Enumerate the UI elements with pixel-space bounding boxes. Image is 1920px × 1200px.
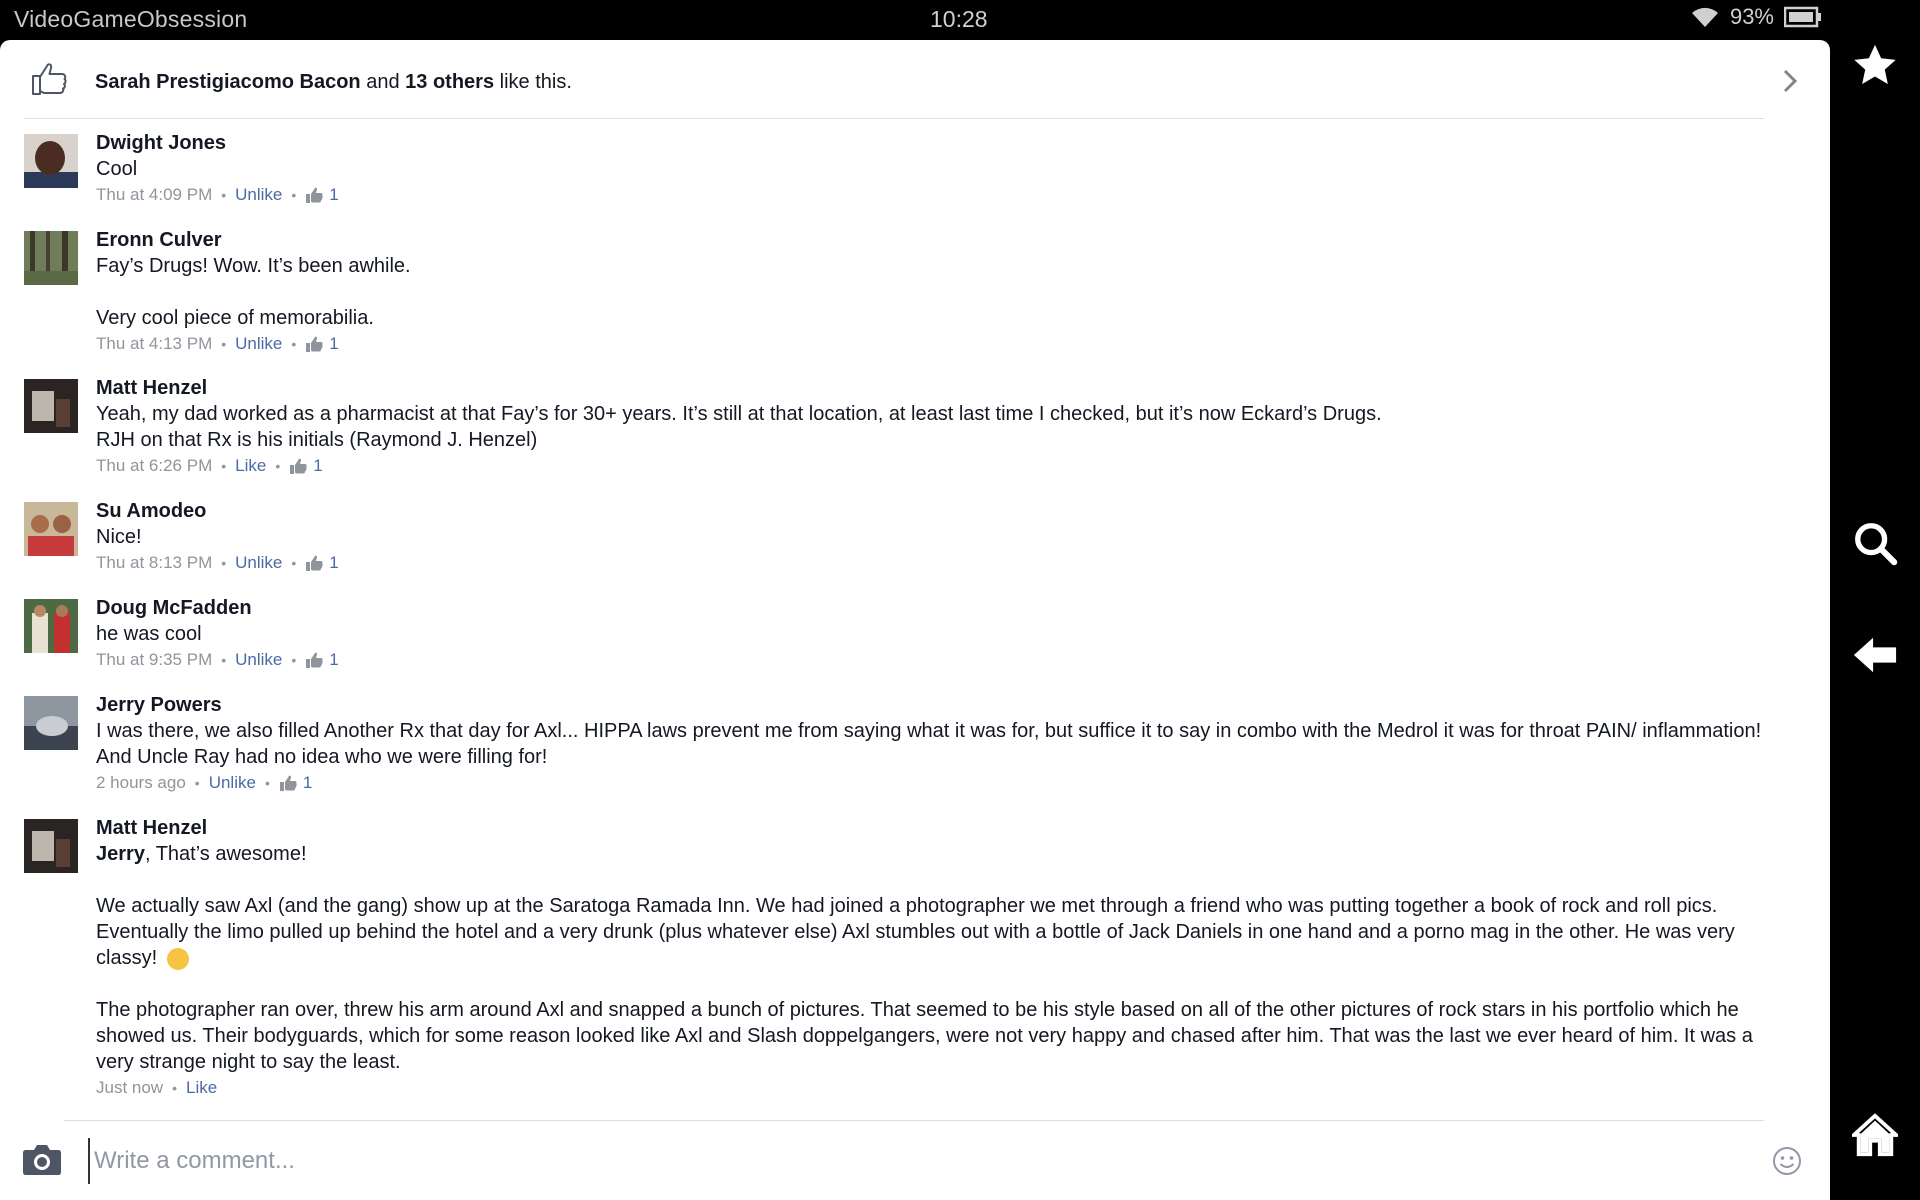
avatar[interactable]: [24, 819, 78, 873]
likes-text: [95, 71, 572, 94]
comment-time[interactable]: Thu at 6:26 PM: [96, 456, 213, 475]
thumbs-up-icon: [31, 62, 67, 96]
chevron-right-icon[interactable]: [1782, 68, 1798, 94]
like-count[interactable]: 1: [329, 553, 339, 572]
like-count[interactable]: 1: [302, 773, 313, 792]
comment: [0, 373, 1830, 496]
unlike-button[interactable]: Unlike: [235, 185, 283, 204]
comment-time[interactable]: Thu at 4:13 PM: [96, 334, 213, 353]
status-icons: [1690, 4, 1822, 30]
comment-text: RJH on that Rx is his initials (Raymond J. Henzel): [96, 429, 538, 451]
camera-icon[interactable]: [22, 1142, 62, 1176]
clock: 10:28: [930, 6, 988, 32]
comment-input[interactable]: [88, 1138, 1756, 1184]
others-count[interactable]: 13 others: [405, 71, 495, 93]
search-button[interactable]: [1850, 518, 1900, 568]
comment-text: Nice!: [96, 526, 142, 548]
comment-text: Cool: [96, 158, 138, 180]
comment-time[interactable]: Thu at 9:35 PM: [96, 650, 213, 669]
like-count-icon: [289, 458, 307, 474]
search-icon: [1852, 520, 1898, 566]
battery-percent: 93%: [1729, 4, 1774, 29]
comment-meta: Thu at 8:13 PM • Unlike • 1: [96, 550, 1830, 576]
comment-time[interactable]: 2 hours ago: [96, 773, 186, 792]
smiley-icon[interactable]: [1772, 1146, 1802, 1176]
comment-meta: Thu at 9:35 PM • Unlike • 1: [96, 647, 1830, 673]
comment-text: I was there, we also filled Another Rx that day for Axl... HIPPA laws prevent me from saying what it was for, but suffice it to say in combo with the Medrol it was for throat PAIN/ inflammation! And Uncle Ray had no idea who we were filling for!: [96, 720, 1762, 768]
likes-suffix: like this.: [494, 71, 572, 93]
home-button[interactable]: [1850, 1110, 1900, 1160]
comment-text: The photographer ran over, threw his arm around Axl and snapped a bunch of pictures. That seemed to be his style based on all of the other pictures of rock stars in his portfolio which he showed us. Their bodyguards, which for some reason looked like Axl and Slash doppelgangers, were not very happy and chased after him. That was the last we ever heard of him. It was a very strange night to say the least.: [96, 999, 1753, 1073]
comment-text: [96, 841, 1796, 867]
comment: [0, 593, 1830, 690]
avatar[interactable]: [24, 502, 78, 556]
comment-text: he was cool: [96, 623, 202, 645]
comment: [0, 225, 1830, 373]
comment: [0, 813, 1830, 1113]
status-bar: [0, 0, 1830, 40]
avatar[interactable]: [24, 599, 78, 653]
comment-composer: [0, 1120, 1830, 1200]
comment: [0, 496, 1830, 593]
unlike-button[interactable]: Unlike: [235, 553, 283, 572]
app-name: VideoGameObsession: [14, 6, 248, 32]
like-count[interactable]: 1: [329, 334, 339, 353]
likes-connector: and: [360, 71, 406, 93]
avatar[interactable]: [24, 231, 78, 285]
back-button[interactable]: [1850, 630, 1900, 680]
comment-text: Very cool piece of memorabilia.: [96, 307, 374, 329]
comment-text: [96, 893, 1796, 971]
comment-author[interactable]: Matt Henzel: [96, 817, 208, 839]
comment-author[interactable]: Matt Henzel: [96, 377, 208, 399]
likes-summary[interactable]: [0, 40, 1830, 118]
like-count-icon: [305, 555, 323, 571]
like-count-icon: [305, 652, 323, 668]
liker-name[interactable]: Sarah Prestigiacomo Bacon: [95, 71, 361, 93]
comment-time[interactable]: Just now: [96, 1078, 164, 1097]
battery-icon: [1784, 6, 1822, 28]
unlike-button[interactable]: Unlike: [235, 334, 283, 353]
like-count-icon: [279, 775, 297, 791]
comment-meta: Thu at 6:26 PM • Like • 1: [96, 453, 1830, 479]
comment-list: [0, 128, 1830, 1113]
comment-author[interactable]: Jerry Powers: [96, 694, 222, 716]
comment-text: Fay’s Drugs! Wow. It’s been awhile.: [96, 255, 411, 277]
avatar[interactable]: [24, 134, 78, 188]
system-nav: [1830, 0, 1920, 1200]
home-icon: [1852, 1112, 1898, 1158]
comment: [0, 690, 1830, 813]
comment-time[interactable]: Thu at 8:13 PM: [96, 553, 213, 572]
back-arrow-icon: [1852, 632, 1898, 678]
like-count[interactable]: 1: [313, 456, 323, 475]
unlike-button[interactable]: Unlike: [235, 650, 283, 669]
avatar[interactable]: [24, 379, 78, 433]
like-count-icon: [305, 187, 323, 203]
like-count-icon: [305, 336, 323, 352]
comment-author[interactable]: Dwight Jones: [96, 132, 227, 154]
comment-text-rest: , That’s awesome!: [144, 843, 307, 865]
comment-author[interactable]: Eronn Culver: [96, 229, 222, 251]
comment-text: Yeah, my dad worked as a pharmacist at that Fay’s for 30+ years. It’s still at that location, at least last time I checked, but it’s now Eckard’s Drugs.: [96, 403, 1382, 425]
like-button[interactable]: Like: [235, 456, 267, 475]
comment-author[interactable]: Su Amodeo: [96, 500, 207, 522]
unlike-button[interactable]: Unlike: [208, 773, 256, 792]
like-button[interactable]: Like: [186, 1078, 218, 1097]
star-icon: [1852, 42, 1898, 88]
wifi-icon: [1690, 5, 1720, 29]
comment-meta: Just now • Like: [96, 1075, 1830, 1101]
comments-panel: [0, 40, 1830, 1200]
comment-time[interactable]: Thu at 4:09 PM: [96, 185, 213, 204]
comment-author[interactable]: Doug McFadden: [96, 597, 252, 619]
divider: [24, 118, 1764, 119]
comment: [0, 128, 1830, 225]
avatar[interactable]: [24, 696, 78, 750]
comment-meta: Thu at 4:13 PM • Unlike • 1: [96, 331, 1830, 357]
winking-tongue-emoji-icon: [167, 948, 189, 970]
favorites-button[interactable]: [1850, 40, 1900, 90]
like-count[interactable]: 1: [329, 650, 339, 669]
comment-paragraph: We actually saw Axl (and the gang) show up at the Saratoga Ramada Inn. We had joined a photographer we met through a friend who was putting together a book of rock and roll pics. Eventually the limo pulled up behind the hotel and a very drunk (plus whatever else) Axl stumbles out with a bottle of Jack Daniels in one hand and a porno mag in the other. He was very classy!: [96, 895, 1735, 969]
divider: [64, 1120, 1764, 1121]
mention[interactable]: Jerry: [96, 843, 145, 865]
comment-meta: Thu at 4:09 PM • Unlike • 1: [96, 182, 1830, 208]
comment-meta: 2 hours ago • Unlike • 1: [96, 770, 1830, 796]
like-count[interactable]: 1: [329, 185, 339, 204]
